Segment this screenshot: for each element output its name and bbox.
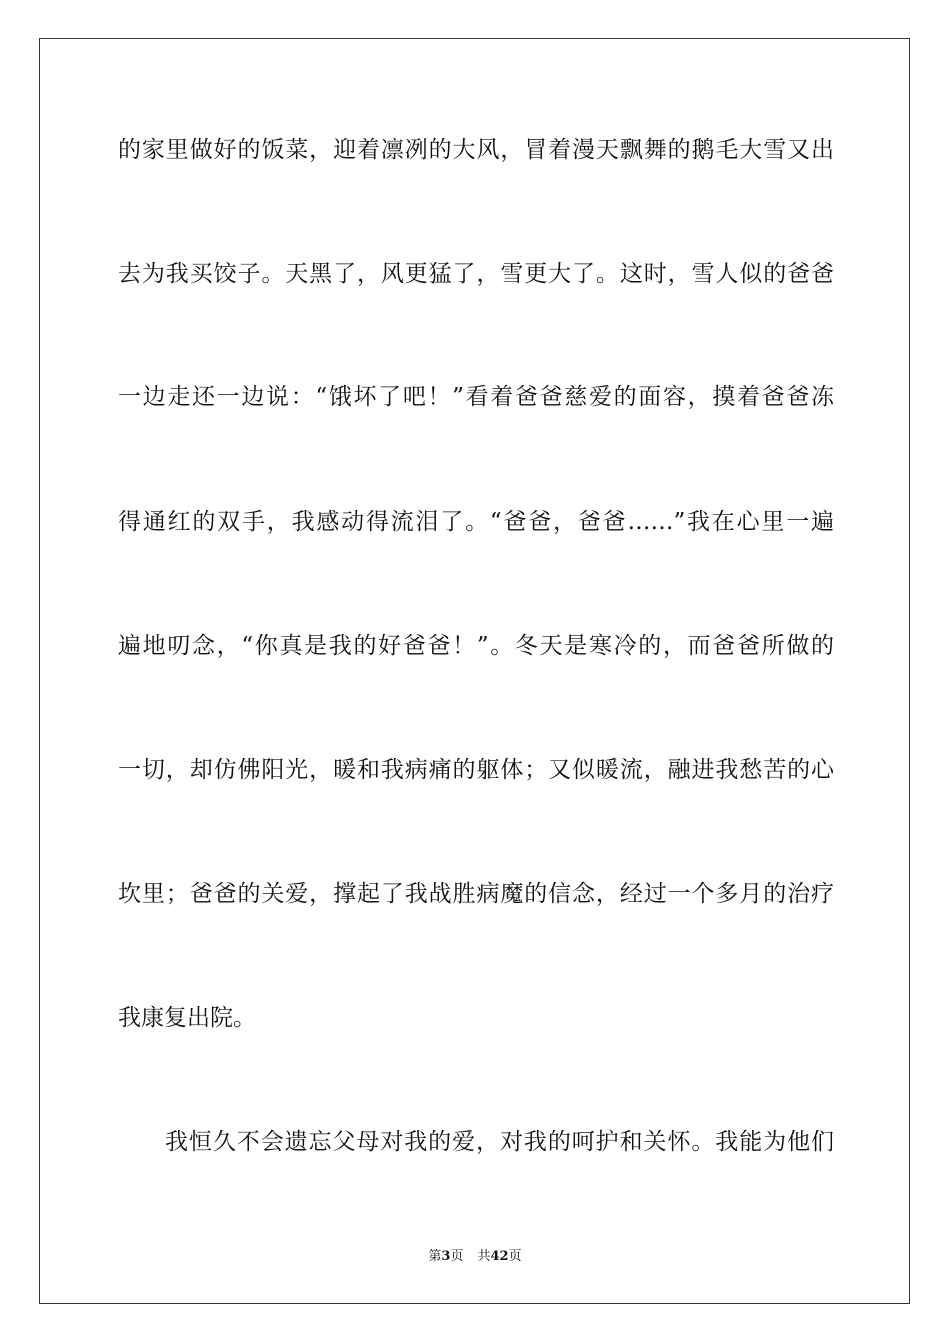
footer-page-prefix: 第 bbox=[428, 1249, 442, 1264]
text-line-8: 我康复出院。 bbox=[118, 1005, 256, 1031]
text-line-5: 遍地叨念，“你真是我的好爸爸！”。冬天是寒冷的，而爸爸所做的 bbox=[118, 633, 834, 659]
page-footer bbox=[0, 1248, 950, 1266]
text-line-2: 去为我买饺子。天黑了，风更猛了，雪更大了。这时，雪人似的爸爸 bbox=[118, 261, 834, 287]
text-line-9: 我恒久不会遗忘父母对我的爱，对我的呵护和关怀。我能为他们 bbox=[165, 1129, 834, 1155]
footer-total-prefix: 共 bbox=[477, 1249, 491, 1264]
footer-total-suffix: 页 bbox=[508, 1249, 522, 1264]
footer-total-pages: 42 bbox=[490, 1249, 509, 1264]
text-line-3: 一边走还一边说：“饿坏了吧！”看着爸爸慈爱的面容，摸着爸爸冻 bbox=[118, 384, 834, 410]
footer-page-number: 3 bbox=[441, 1249, 451, 1264]
text-line-7: 坎里；爸爸的关爱，撑起了我战胜病魔的信念，经过一个多月的治疗 bbox=[118, 881, 834, 907]
text-line-6: 一切，却仿佛阳光，暖和我病痛的躯体；又似暖流，融进我愁苦的心 bbox=[118, 757, 834, 783]
text-line-1: 的家里做好的饭菜，迎着凛冽的大风，冒着漫天飘舞的鹅毛大雪又出 bbox=[118, 137, 834, 163]
text-line-4: 得通红的双手，我感动得流泪了。“爸爸，爸爸……”我在心里一遍 bbox=[118, 509, 834, 535]
footer-page-suffix: 页 bbox=[450, 1249, 464, 1264]
page-border bbox=[39, 38, 910, 1304]
